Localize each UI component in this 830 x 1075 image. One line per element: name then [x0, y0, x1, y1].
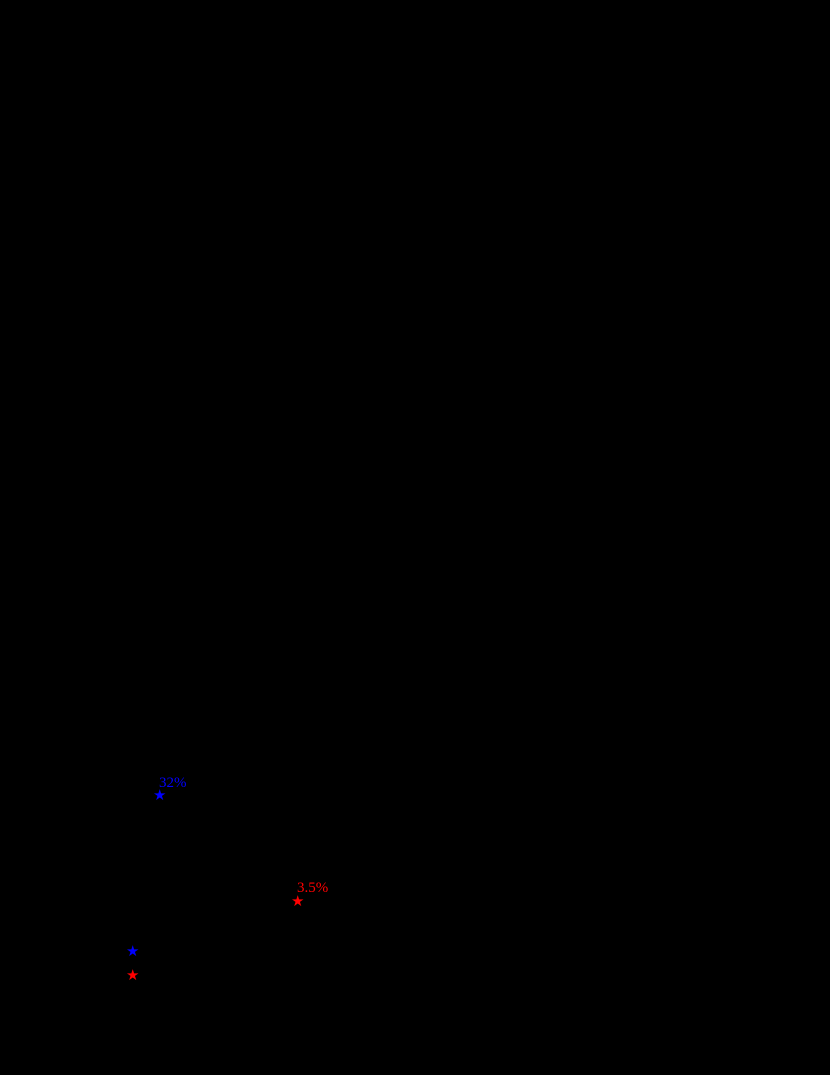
- legend-marker-blue-star-icon: ★: [126, 944, 140, 960]
- data-label-red: 3.5%: [297, 880, 329, 896]
- data-point-blue-star-icon: ★: [153, 788, 167, 804]
- data-label-blue: 32%: [159, 775, 187, 791]
- data-point-red-star-icon: ★: [291, 894, 305, 910]
- legend-marker-red-star-icon: ★: [126, 968, 140, 984]
